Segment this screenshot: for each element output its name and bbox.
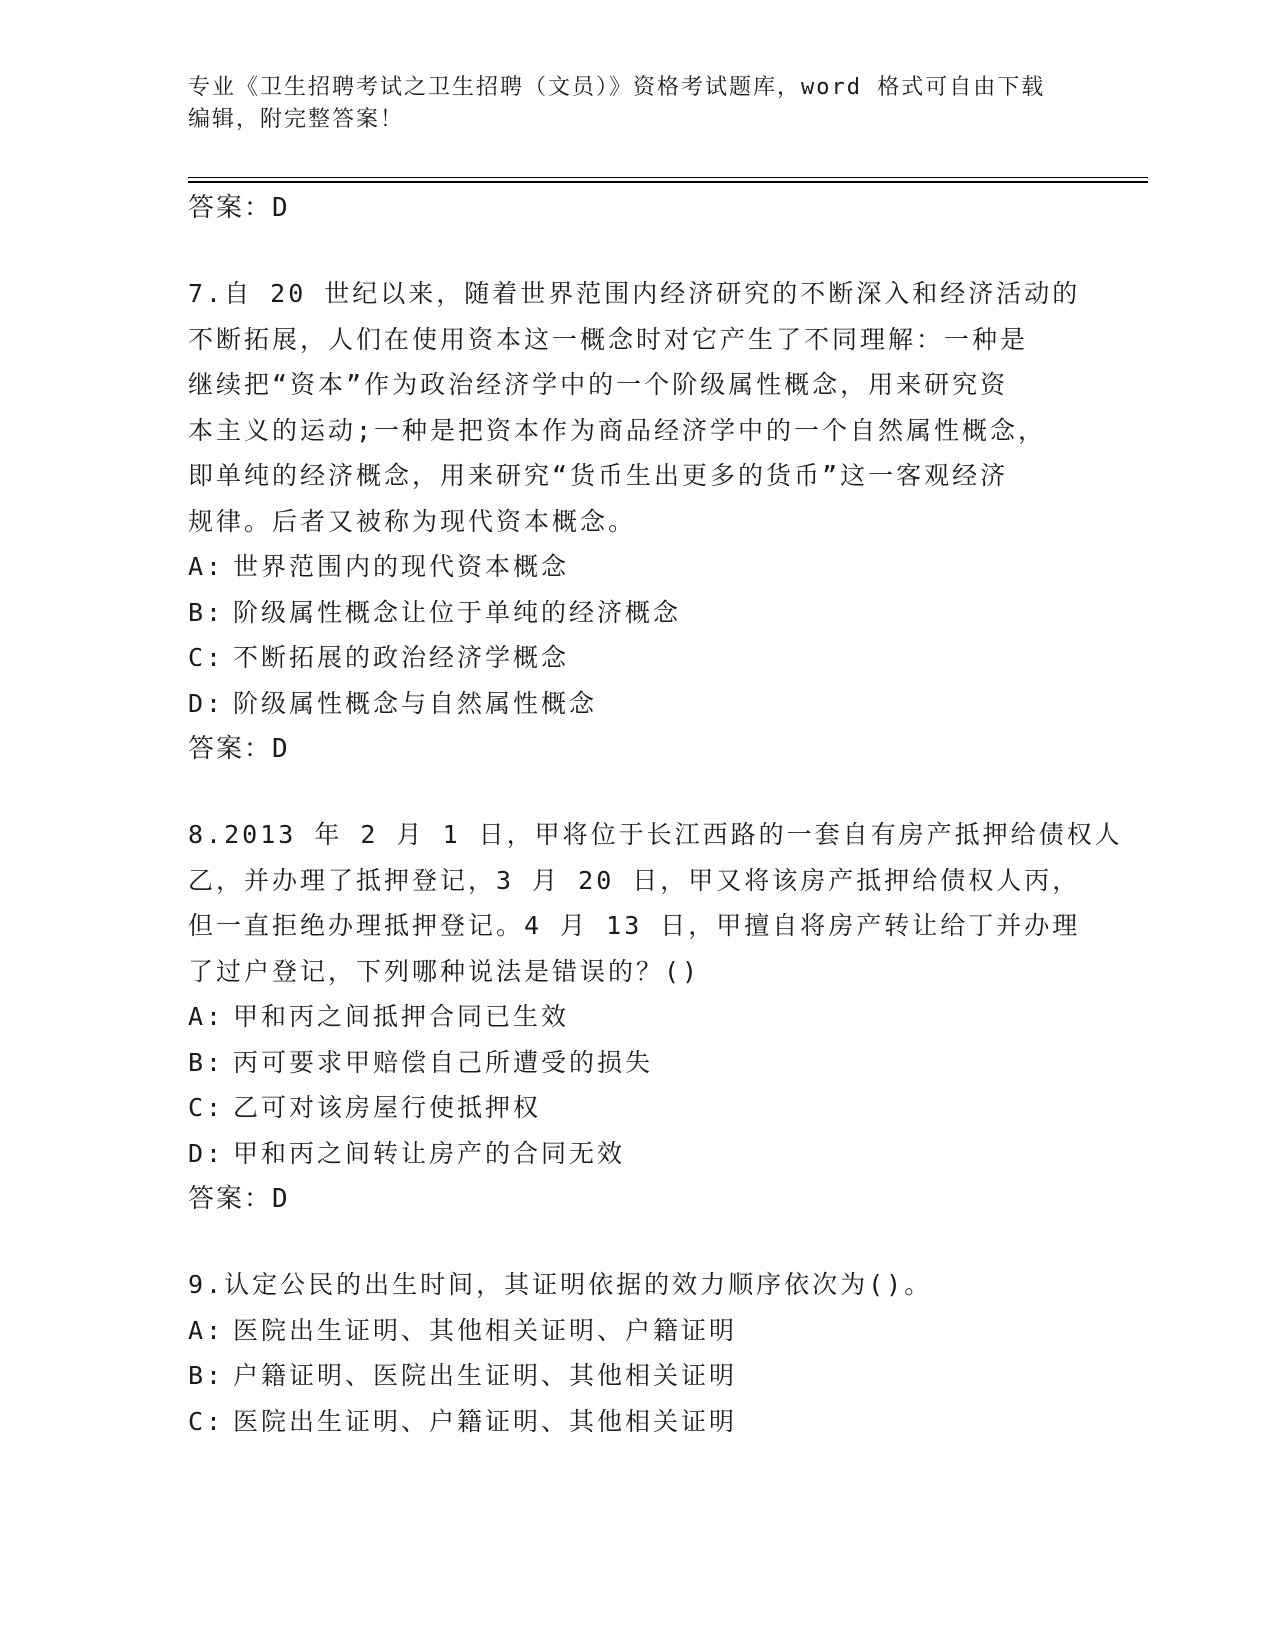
option-text: 不断拓展的政治经济学概念 <box>233 643 570 672</box>
option-text: 乙可对该房屋行使抵押权 <box>233 1093 542 1122</box>
option-b <box>188 1040 1068 1086</box>
question-text-line: 9.认定公民的出生时间，其证明依据的效力顺序依次为()。 <box>188 1270 933 1299</box>
option-letter: D: <box>188 1138 225 1168</box>
question-text-line: 即单纯的经济概念，用来研究“货币生出更多的货币”这一客观经济 <box>188 461 1009 490</box>
question-text-line: 了过户登记，下列哪种说法是错误的？() <box>188 956 701 986</box>
question-text-line: 8.2013 年 2 月 1 日，甲将位于长江西路的一套自有房产抵押给债权人 <box>188 820 1123 849</box>
option-text: 户籍证明、医院出生证明、其他相关证明 <box>233 1361 738 1390</box>
page-header <box>188 72 1088 136</box>
option-a <box>188 1308 1068 1354</box>
answer-line <box>188 1176 1068 1222</box>
spacer <box>188 772 1068 812</box>
option-d <box>188 681 1068 727</box>
header-line-1: 专业《卫生招聘考试之卫生招聘（文员）》资格考试题库，word 格式可自由下载 <box>188 75 1046 100</box>
question-text-line: 乙，并办理了抵押登记，3 月 20 日，甲又将该房产抵押给债权人丙， <box>188 865 1081 895</box>
option-letter: B: <box>188 1361 225 1390</box>
option-c <box>188 1085 1068 1131</box>
option-text: 阶级属性概念与自然属性概念 <box>233 688 598 718</box>
question-9 <box>188 1262 1068 1444</box>
option-letter: C: <box>188 1093 225 1122</box>
option-c <box>188 1399 1068 1445</box>
header-divider <box>188 177 1148 183</box>
question-text-line: 规律。后者又被称为现代资本概念。 <box>188 506 637 536</box>
option-letter: A: <box>188 552 225 581</box>
option-letter: C: <box>188 1406 225 1436</box>
option-a <box>188 994 1068 1040</box>
option-letter: B: <box>188 1047 225 1077</box>
option-a <box>188 544 1068 590</box>
option-text: 阶级属性概念让位于单纯的经济概念 <box>233 597 682 627</box>
option-letter: D: <box>188 688 225 718</box>
answer-label: 答案： <box>188 1184 273 1214</box>
spacer <box>188 231 1068 271</box>
option-text: 世界范围内的现代资本概念 <box>233 552 570 581</box>
option-letter: B: <box>188 597 225 627</box>
answer-label: 答案： <box>188 734 273 764</box>
question-7 <box>188 271 1081 772</box>
question-text-line: 不断拓展，人们在使用资本这一概念时对它产生了不同理解：一种是 <box>188 324 1029 354</box>
option-letter: A: <box>188 1002 225 1031</box>
option-d <box>188 1131 1068 1177</box>
answer-value: D <box>272 734 290 764</box>
option-letter: C: <box>188 643 225 672</box>
answer-line <box>188 185 1068 231</box>
question-8 <box>188 812 1123 1222</box>
spacer <box>188 1222 1068 1262</box>
option-text: 甲和丙之间抵押合同已生效 <box>233 1002 570 1031</box>
answer-value: D <box>272 1184 290 1214</box>
document-body <box>188 185 1123 1444</box>
answer-value: D <box>272 193 290 223</box>
question-text-line: 但一直拒绝办理抵押登记。4 月 13 日，甲擅自将房产转让给丁并办理 <box>188 911 1081 940</box>
option-text: 医院出生证明、户籍证明、其他相关证明 <box>233 1406 738 1436</box>
answer-line <box>188 726 1068 772</box>
header-line-2: 编辑，附完整答案！ <box>188 107 405 132</box>
option-text: 丙可要求甲赔偿自己所遭受的损失 <box>233 1047 654 1077</box>
question-text-line: 继续把“资本”作为政治经济学中的一个阶级属性概念，用来研究资 <box>188 370 1009 399</box>
option-b <box>188 590 1068 636</box>
option-text: 甲和丙之间转让房产的合同无效 <box>233 1138 626 1168</box>
answer-label: 答案： <box>188 193 273 223</box>
option-letter: A: <box>188 1315 225 1345</box>
option-c <box>188 635 1068 681</box>
question-text-line: 7.自 20 世纪以来，随着世界范围内经济研究的不断深入和经济活动的 <box>188 279 1081 308</box>
option-text: 医院出生证明、其他相关证明、户籍证明 <box>233 1315 738 1345</box>
question-text-line: 本主义的运动;一种是把资本作为商品经济学中的一个自然属性概念， <box>188 415 1047 445</box>
option-b <box>188 1353 1068 1399</box>
